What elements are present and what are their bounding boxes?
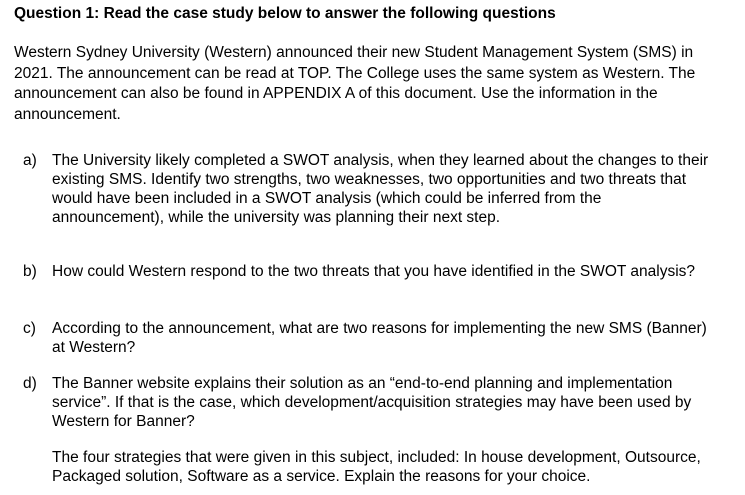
intro-line: announcement. <box>14 105 121 123</box>
item-d-followup <box>52 448 742 486</box>
item-text <box>52 374 742 431</box>
item-text <box>52 151 742 227</box>
intro-paragraph <box>14 43 739 125</box>
intro-line: 2021. The announcement can be read at TOP. The College uses the same system as Western. The <box>14 64 696 82</box>
item-line: would have been included in a SWOT analysis (which could be inferred from the <box>52 190 602 207</box>
item-text <box>52 262 742 281</box>
followup-line: Packaged solution, Software as a service. Explain the reasons for your choice. <box>52 468 591 485</box>
item-marker: d) <box>23 375 37 392</box>
item-line: The Banner website explains their solution as an “end-to-end planning and implementation <box>52 375 673 392</box>
item-marker: c) <box>23 320 36 337</box>
item-text <box>52 319 742 357</box>
item-marker: b) <box>23 263 37 280</box>
item-line: existing SMS. Identify two strengths, two weaknesses, two opportunities and two threats that <box>52 171 687 188</box>
item-line: Western for Banner? <box>52 413 195 430</box>
item-line: service”. If that is the case, which development/acquisition strategies may have been used by <box>52 394 692 411</box>
item-marker: a) <box>23 152 37 169</box>
intro-line: Western Sydney University (Western) announced their new Student Management System (SMS) in <box>14 44 694 61</box>
question-heading: Question 1: Read the case study below to answer the following questions <box>14 5 556 22</box>
item-line: The University likely completed a SWOT analysis, when they learned about the changes to their <box>52 152 709 169</box>
item-line: According to the announcement, what are two reasons for implementing the new SMS (Banner) <box>52 320 707 337</box>
item-line: How could Western respond to the two threats that you have identified in the SWOT analysis? <box>52 263 696 280</box>
intro-line: announcement can also be found in APPENDIX A of this document. Use the information in the <box>14 85 658 102</box>
item-line: announcement), while the university was planning their next step. <box>52 209 501 226</box>
item-line: at Western? <box>52 339 136 356</box>
followup-line: The four strategies that were given in this subject, included: In house development, Outsource, <box>52 449 701 466</box>
